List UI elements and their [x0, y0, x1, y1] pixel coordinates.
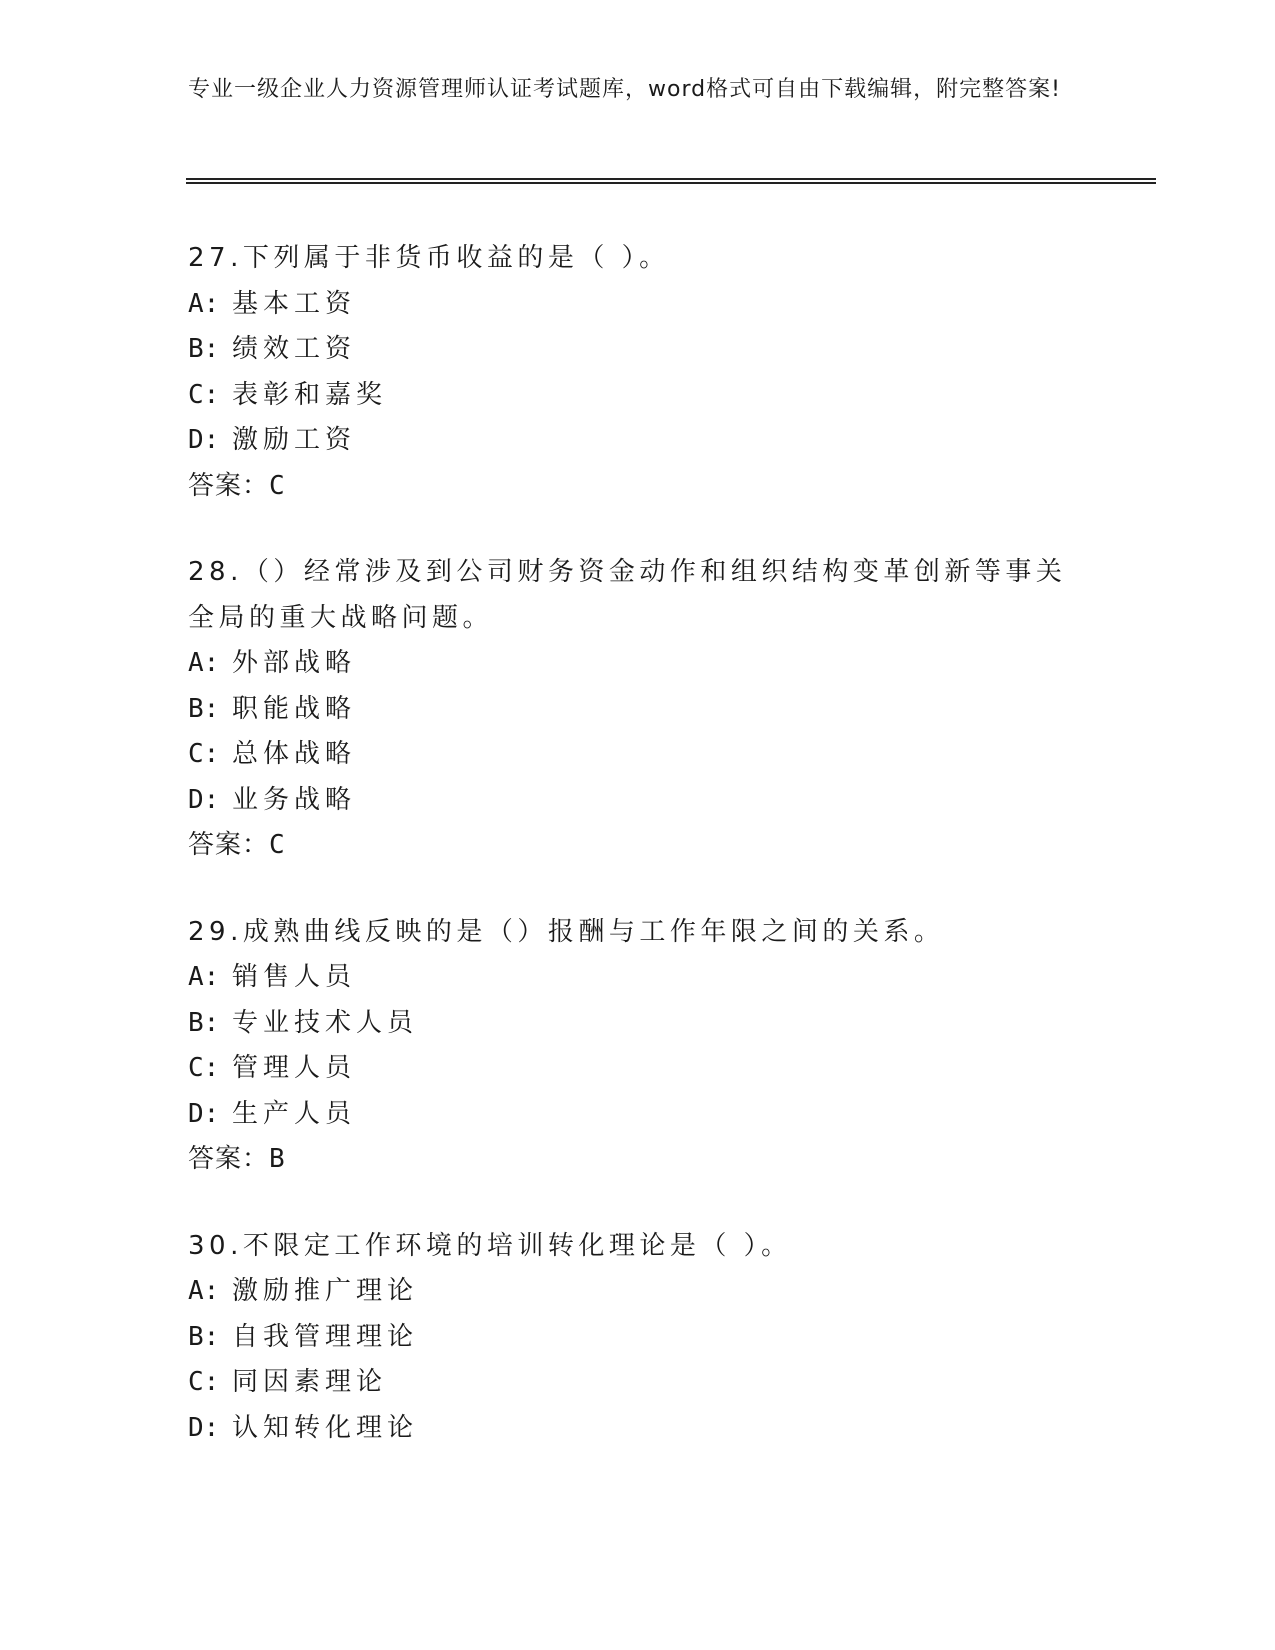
- option-a: [188, 1269, 1088, 1315]
- option-text: 生产人员: [232, 1098, 357, 1129]
- option-text: 自我管理理论: [232, 1321, 419, 1352]
- option-text: 管理人员: [232, 1053, 357, 1083]
- option-label: D:: [188, 784, 220, 815]
- answer-line: [188, 464, 1088, 510]
- option-text: 表彰和嘉奖: [232, 379, 388, 410]
- question-29: [188, 910, 1088, 1183]
- option-text: 认知转化理论: [232, 1412, 419, 1443]
- answer-label: 答案：: [188, 830, 270, 860]
- answer-label: 答案：: [188, 1144, 270, 1174]
- question-list: [188, 236, 1088, 1492]
- question-27: [188, 236, 1088, 509]
- option-label: C:: [188, 379, 220, 410]
- question-stem: 29.成熟曲线反映的是（）报酬与工作年限之间的关系。: [188, 916, 945, 947]
- option-label: B:: [188, 334, 220, 364]
- option-c: [188, 1360, 1088, 1406]
- question-stem: 27.下列属于非货币收益的是（ ）。: [188, 243, 670, 273]
- option-a: [188, 955, 1088, 1001]
- option-label: A:: [188, 648, 220, 678]
- answer-label: 答案：: [188, 470, 270, 501]
- option-b: [188, 1001, 1088, 1047]
- answer-value: B: [269, 1144, 286, 1174]
- option-label: A:: [188, 1276, 220, 1306]
- answer-value: C: [269, 470, 286, 501]
- option-d: [188, 1092, 1088, 1138]
- option-text: 专业技术人员: [232, 1007, 419, 1038]
- option-text: 销售人员: [232, 962, 357, 992]
- option-text: 同因素理论: [232, 1367, 388, 1397]
- option-b: [188, 327, 1088, 373]
- option-text: 业务战略: [232, 784, 357, 815]
- question-30: [188, 1224, 1088, 1452]
- option-text: 职能战略: [232, 693, 357, 724]
- option-text: 外部战略: [232, 648, 357, 678]
- answer-line: [188, 823, 1088, 869]
- option-label: D:: [188, 425, 220, 455]
- option-c: [188, 373, 1088, 419]
- option-label: C:: [188, 1367, 220, 1397]
- option-d: [188, 418, 1088, 464]
- option-label: B:: [188, 1007, 220, 1038]
- option-b: [188, 687, 1088, 733]
- option-label: C:: [188, 739, 220, 769]
- option-d: [188, 1406, 1088, 1452]
- answer-value: C: [269, 830, 286, 860]
- option-d: [188, 778, 1088, 824]
- option-label: A:: [188, 962, 220, 992]
- option-label: A:: [188, 288, 220, 319]
- option-text: 激励工资: [232, 425, 357, 455]
- question-stem: 30.不限定工作环境的培训转化理论是（ ）。: [188, 1230, 792, 1261]
- option-text: 基本工资: [232, 288, 357, 319]
- option-label: B:: [188, 693, 220, 724]
- option-label: D:: [188, 1098, 220, 1129]
- option-label: C:: [188, 1053, 220, 1083]
- option-text: 绩效工资: [232, 334, 357, 364]
- header-double-rule: [186, 178, 1156, 184]
- option-c: [188, 732, 1088, 778]
- option-a: [188, 641, 1088, 687]
- option-text: 总体战略: [232, 739, 357, 769]
- option-c: [188, 1046, 1088, 1092]
- question-28: [188, 550, 1088, 869]
- option-b: [188, 1315, 1088, 1361]
- document-header: 专业一级企业人力资源管理师认证考试题库，word格式可自由下载编辑，附完整答案!: [188, 77, 1061, 102]
- question-stem: 28.（）经常涉及到公司财务资金动作和组织结构变革创新等事关全局的重大战略问题。: [188, 557, 1067, 633]
- answer-line: [188, 1137, 1088, 1183]
- option-label: B:: [188, 1321, 220, 1352]
- option-label: D:: [188, 1412, 220, 1443]
- option-a: [188, 282, 1088, 328]
- option-text: 激励推广理论: [232, 1276, 419, 1306]
